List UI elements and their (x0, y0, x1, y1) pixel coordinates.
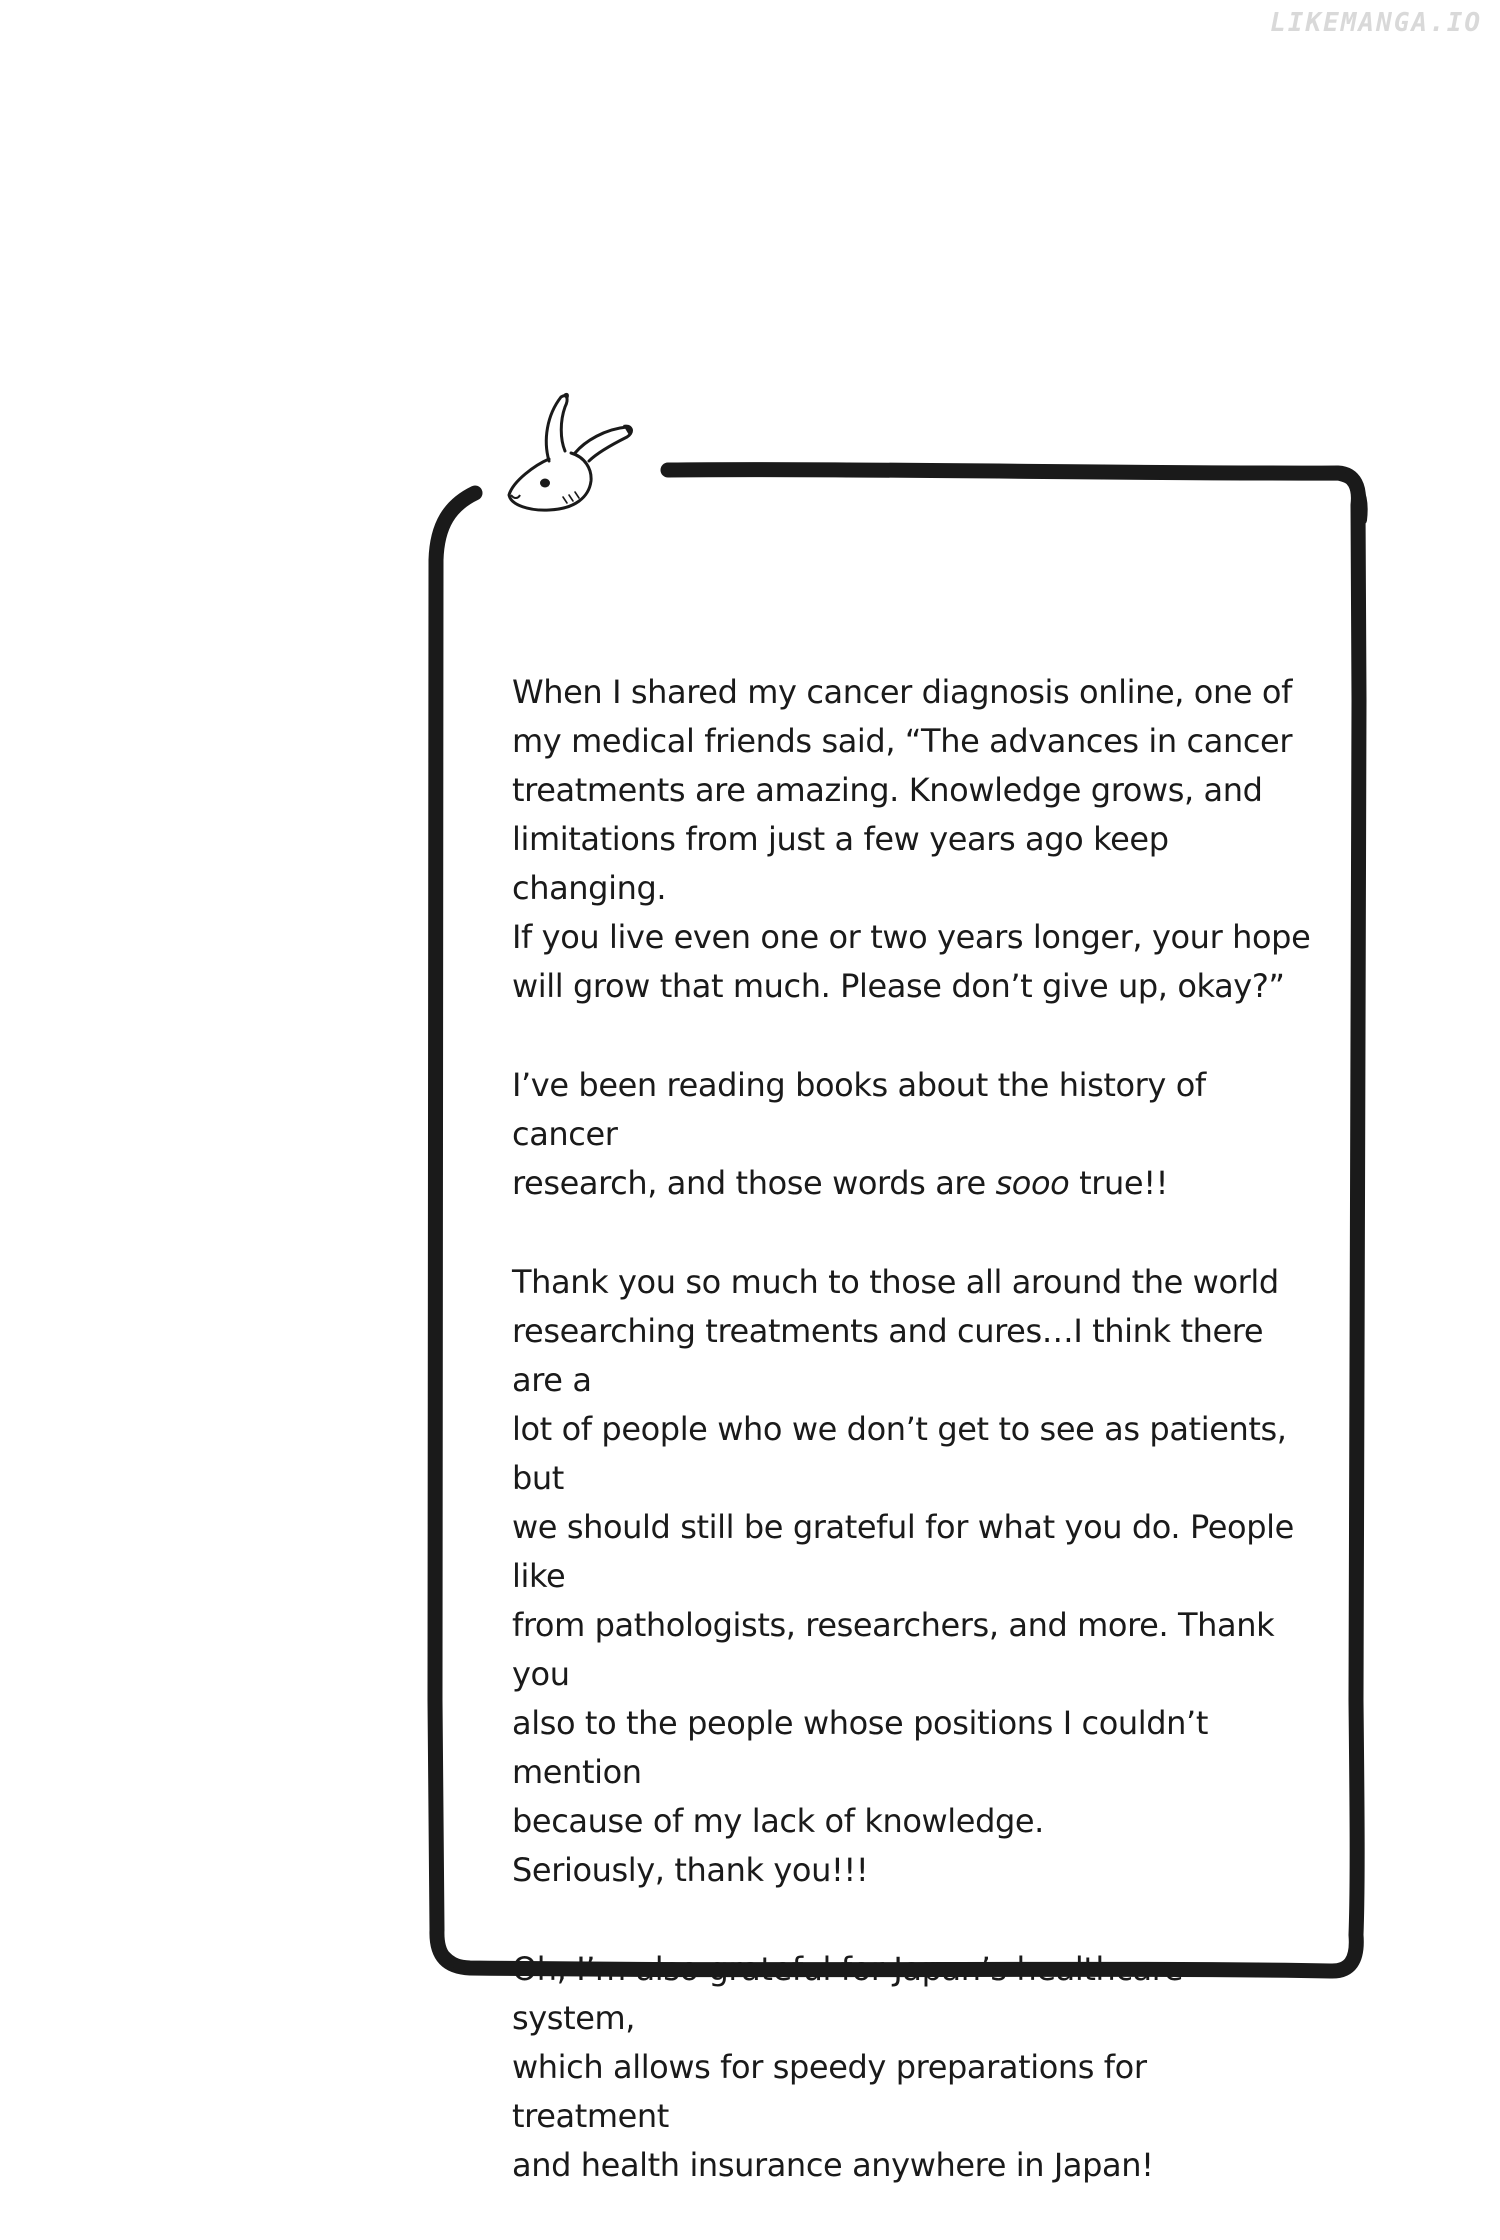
paragraph-history (512, 1061, 1312, 1208)
paragraph-thanks-closing: Seriously, thank you!!! (512, 1851, 869, 1889)
rabbit-icon (505, 385, 645, 525)
paragraph-history-end: true!! (1069, 1164, 1169, 1202)
paragraph-thanks: Thank you so much to those all around the world researching treatments and cures…I think there are a lot of people who we don’t get to see as patients, but we should still be grateful for what you do. People like from pathologists, researchers, and more. Thank you also to the people whose positions I couldn’t mention because of my lack of knowledge. (512, 1263, 1294, 1840)
paragraph-history-text: I’ve been reading books about the history of cancer research, and those words are (512, 1066, 1206, 1202)
paragraph-healthcare: Oh, I’m also grateful for Japan’s healthcare system, which allows for speedy preparations for treatment and health insurance anywhere in Japan! (512, 1950, 1184, 2184)
watermark: LIKEMANGA.IO (1270, 8, 1482, 38)
letter-body (512, 668, 1312, 2240)
emphasis-sooo: sooo (995, 1164, 1070, 1202)
paragraph-diagnosis: When I shared my cancer diagnosis online, one of my medical friends said, “The advances in cancer treatments are amazing. Knowledge grows, and limitations from just a few years ago keep changing. If you live even one or two years longer, your hope will grow that much. Please don’t give up, okay?” (512, 673, 1311, 1005)
